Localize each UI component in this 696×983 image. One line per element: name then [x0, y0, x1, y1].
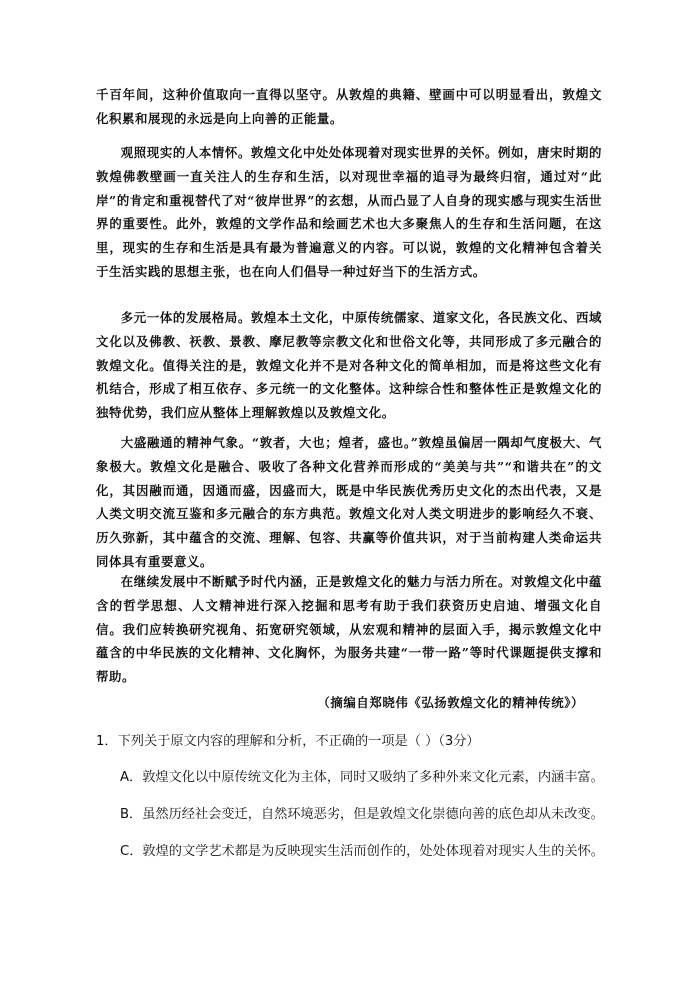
option-a: A．敦煌文化以中原传统文化为主体，同时又吸纳了多种外来文化元素，内涵丰富。: [120, 770, 604, 785]
option-b: B．虽然历经社会变迁，自然环境恶劣，但是敦煌文化崇德向善的底色却从未改变。: [120, 807, 604, 822]
question-stem: 1．下列关于原文内容的理解和分析，不正确的一项是（ ）（3分）: [96, 734, 480, 749]
source-attribution: （摘编自郑晓伟《弘扬敦煌文化的精神传统》）: [317, 695, 584, 710]
passage-paragraph-5: 在继续发展中不断赋予时代内涵，正是敦煌文化的魅力与活力所在。对敦煌文化中蕴含的哲学思想、人文精神进行深入挖掘和思考有助于我们获资历史启迪、增强文化自信。我们应转换研究视角、拓宽研究领域，从宏观和精神的层面入手，揭示敦煌文化中蕴含的中华民族的文化精神、文化胸怀，为服务共建“一带一路”等时代课题提供支撑和帮助。: [96, 574, 602, 685]
passage-paragraph-3: 多元一体的发展格局。敦煌本土文化，中原传统儒家、道家文化，各民族文化、西域文化以及佛教、祆教、景教、摩尼教等宗教文化和世俗文化等，共同形成了多元融合的敦煌文化。值得关注的是，敦煌文化并不是对各种文化的简单相加，而是将这些文化有机结合，形成了相互依存、多元统一的文化整体。这种综合性和整体性正是敦煌文化的独特优势，我们应从整体上理解敦煌以及敦煌文化。: [96, 310, 602, 421]
passage-paragraph-2: 观照现实的人本情怀。敦煌文化中处处体现着对现实世界的关怀。例如，唐宋时期的敦煌佛教壁画一直关注人的生存和生活，以对现世幸福的追寻为最终归宿，通过对“此岸”的肯定和重视替代了对“彼岸世界”的玄想，从而凸显了人自身的现实感与现实生活世界的重要性。此外，敦煌的文学作品和绘画艺术也大多聚焦人的生存和生活问题，在这里，现实的生存和生活是具有最为普遍意义的内容。可以说，敦煌的文化精神包含着关于生活实践的思想主张，也在向人们倡导一种过好当下的生活方式。: [96, 145, 602, 279]
option-c: C．敦煌的文学艺术都是为反映现实生活而创作的，处处体现着对现实人生的关怀。: [120, 844, 604, 859]
passage-paragraph-1: 千百年间，这种价值取向一直得以坚守。从敦煌的典籍、壁画中可以明显看出，敦煌文化积累和展现的永远是向上向善的正能量。: [96, 87, 602, 126]
passage-paragraph-4: 大盛融通的精神气象。“敦者，大也；煌者，盛也。”敦煌虽偏居一隅却气度极大、气象极大。敦煌文化是融合、吸收了各种文化营养而形成的“美美与共”“和谐共在”的文化，其因融而通，因通而盛，因盛而大，既是中华民族优秀历史文化的杰出代表，又是人类文明交流互鉴和多元融合的东方典范。敦煌文化对人类文明进步的影响经久不衰、历久弥新，其中蕴含的交流、理解、包容、共赢等价值共识，对于当前构建人类命运共同体具有重要意义。: [96, 435, 602, 569]
